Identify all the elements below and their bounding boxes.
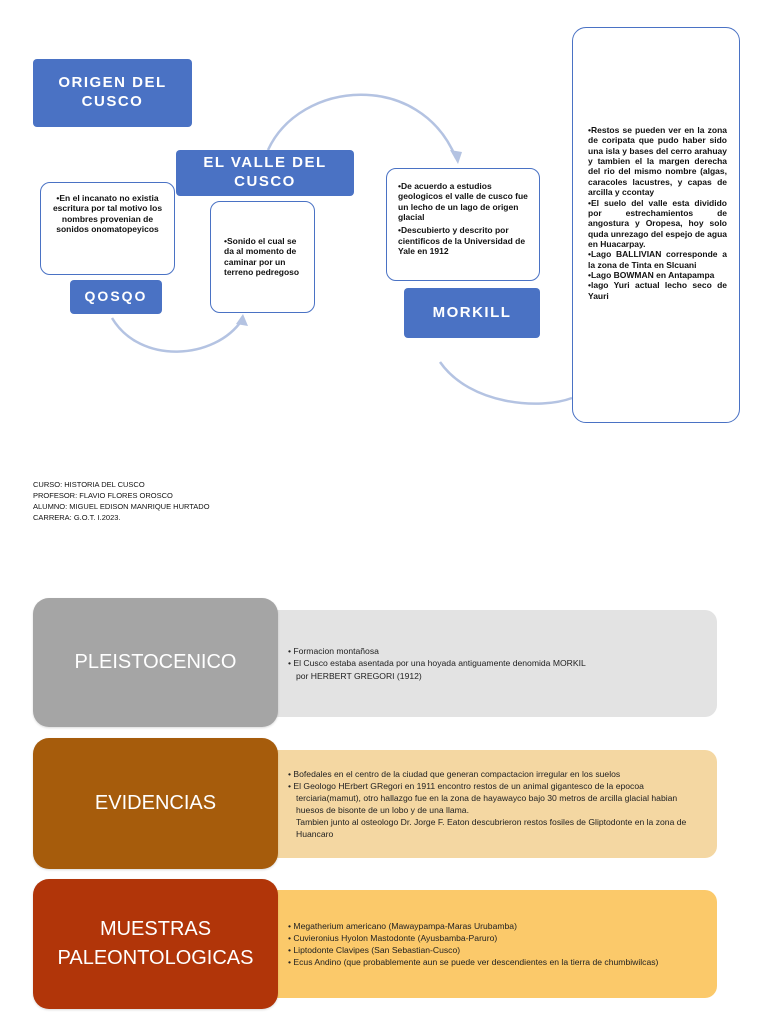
note-incanato-text: •En el incanato no existia escritura por tal motivo los nombres provenian de sonidos onomatopeyicos (52, 193, 163, 235)
note-sonido (210, 201, 315, 313)
note-restos-5: •lago Yuri actual lecho seco de Yauri (588, 280, 727, 301)
professor-line: PROFESOR: FLAVIO FLORES OROSCO (33, 490, 173, 500)
origin-title: ORIGEN DEL CUSCO (58, 74, 167, 110)
muestras-label-box (33, 879, 278, 1009)
note-restos-4: •Lago BOWMAN en Antapampa (588, 270, 715, 281)
pleistocenico-continuation: por HERBERT GREGORI (1912) (296, 670, 422, 681)
muestras-item-1: • Megatherium americano (Mawaypampa-Maras Urubamba) (288, 920, 658, 932)
arrow-valle-to-estudios (268, 95, 456, 158)
note-estudios (386, 168, 540, 281)
arrowhead-sonido (236, 314, 248, 326)
note-restos-3: •Lago BALLIVIAN corresponde a la zona de Tinta en Slcuani (588, 249, 727, 270)
note-restos-2: •El suelo del valle esta dividido por estrechamientos de angostura y Oropesa, hoy solo quda unrezago del espejo de agua en Huacarpay. (588, 197, 727, 249)
student-line: ALUMNO: MIGUEL EDISON MANRIQUE HURTADO (33, 501, 210, 511)
note-incanato (40, 182, 175, 275)
course-footer (33, 480, 353, 524)
pleistocenico-item-1: • Formacion montañosa (288, 645, 586, 657)
evidencias-panel (262, 750, 717, 858)
evidencias-continuation: Tambien junto al osteologo Dr. Jorge F. Eaton descubrieron restos fosiles de Gliptodonte en la zona de Huancaro (296, 817, 687, 840)
note-restos-1: •Restos se pueden ver en la zona de coripata que pudo haber sido una isla y bases del cerro arahuay y tambien el la margen derecha del rio del mismo nombre (algas, caracoles lacustres, y capas de arcilla y ccontay (588, 125, 727, 198)
muestras-item-2: • Cuvieronius Hyolon Mastodonte (Ayusbamba-Paruro) (288, 932, 658, 944)
valley-title: EL VALLE DEL CUSCO (203, 154, 327, 190)
note-sonido-text: •Sonido el cual se da al momento de caminar por un terreno pedregoso (224, 236, 300, 278)
pleistocenico-item-2: • El Cusco estaba asentada por una hoyada antiguamente denomida MORKIL (288, 657, 586, 669)
note-estudios-2: •Descubierto y descrito por cientificos de la Universidad de Yale en 1912 (398, 225, 526, 257)
qosqo-label: QOSQO (84, 288, 148, 305)
morkill-label: MORKILL (432, 303, 512, 321)
arrow-qosqo-to-sonido (112, 318, 242, 352)
career-line: CARRERA: G.O.T. I.2023. (33, 512, 121, 522)
qosqo-box (70, 280, 162, 314)
pleistocenico-label: PLEISTOCENICO (74, 651, 237, 673)
muestras-label: MUESTRAS PALEONTOLOGICAS (57, 918, 254, 969)
evidencias-item-2: • El Geologo HErbert GRegori en 1911 encontro restos de un animal gigantesco de la epocoa terciaria(mamut), otro hallazgo fue en la zona de hayawayco bajo 30 metros de arcilla glacial habian huesos de bisonte de un lobo y de una llama. (288, 780, 707, 816)
evidencias-label: EVIDENCIAS (94, 792, 217, 814)
evidencias-label-box (33, 738, 278, 869)
origin-title-box (33, 59, 192, 127)
muestras-item-4: • Ecus Andino (que probablemente aun se puede ver descendientes en la tierra de chumbiwilcas) (288, 956, 658, 968)
arrow-morkill-to-restos (440, 362, 572, 404)
note-restos (572, 27, 740, 423)
morkill-box (404, 288, 540, 338)
course-line: CURSO: HISTORIA DEL CUSCO (33, 480, 145, 489)
muestras-panel (262, 890, 717, 998)
pleistocenico-label-box (33, 598, 278, 727)
arrowhead-estudios (450, 150, 462, 164)
note-estudios-1: •De acuerdo a estudios geologicos el valle de cusco fue un lecho de un lago de origen glacial (398, 181, 528, 223)
valley-title-box (176, 150, 354, 196)
muestras-item-3: • Liptodonte Clavipes (San Sebastian-Cusco) (288, 944, 658, 956)
pleistocenico-panel (262, 610, 717, 717)
evidencias-item-1: • Bofedales en el centro de la ciudad que generan compactacion irregular en los suelos (288, 768, 707, 780)
